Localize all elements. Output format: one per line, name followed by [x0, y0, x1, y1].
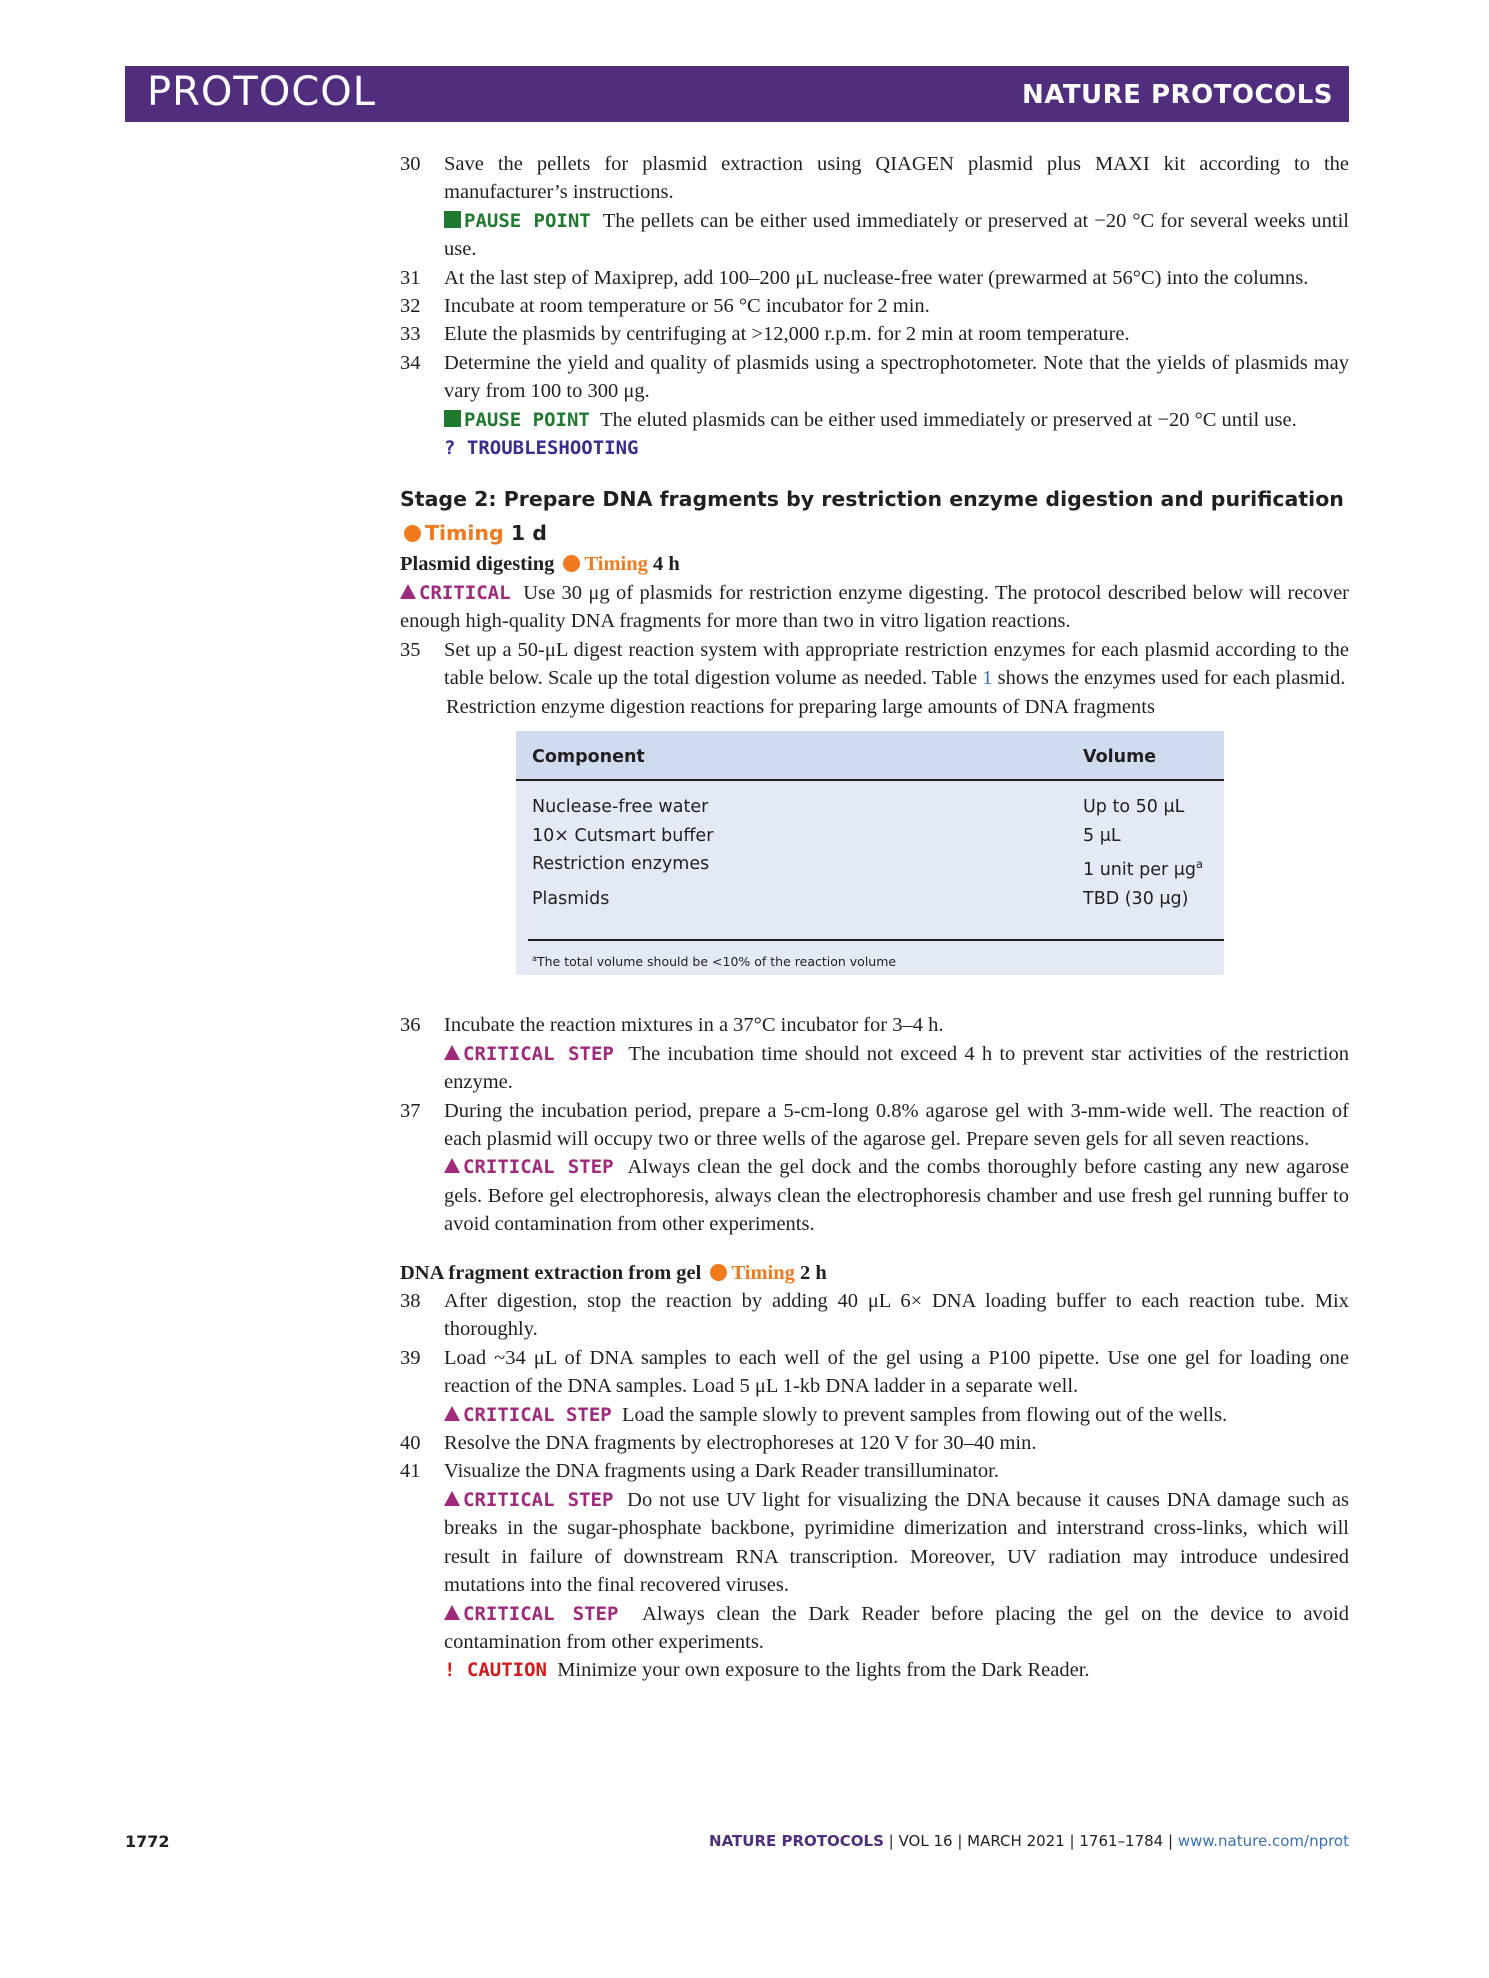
pause-text: The eluted plasmids can be either used immediately or preserved at −20 °C until use. [600, 408, 1297, 431]
step-37 [400, 1097, 1349, 1154]
page-number: 1772 [125, 1832, 170, 1851]
step-text: Visualize the DNA fragments using a Dark Reader transilluminator. [444, 1460, 999, 1483]
main-content [400, 150, 1349, 1685]
header-journal-name: NATURE PROTOCOLS [1021, 80, 1333, 110]
pause-square-icon [444, 410, 461, 427]
footer-separator: | [1168, 1832, 1174, 1850]
critical-triangle-icon [444, 1605, 460, 1620]
timing-dot-icon [710, 1264, 727, 1281]
table-body [516, 781, 1224, 929]
timing-dot-icon [563, 555, 580, 572]
footer-citation [709, 1832, 1349, 1850]
critical-triangle-icon [444, 1406, 460, 1421]
critical-step-41b [400, 1600, 1349, 1657]
step-number: 33 [400, 323, 421, 346]
step-text: Incubate the reaction mixtures in a 37°C incubator for 3–4 h. [444, 1014, 944, 1037]
critical-intro [400, 579, 1349, 636]
step-number: 32 [400, 295, 421, 318]
step-text: During the incubation period, prepare a 5-cm-long 0.8% agarose gel with 3-mm-wide well. The reaction of each plasmid will occupy two or three wells of the agarose gel. Prepare seven gels for all seven reactions. [444, 1099, 1349, 1151]
table-cell: Restriction enzymes [532, 854, 710, 875]
table-row [516, 793, 1224, 822]
step-40 [400, 1429, 1349, 1457]
step-number: 34 [400, 351, 421, 374]
critical-triangle-icon [444, 1045, 460, 1060]
timing-value: 2 h [800, 1261, 827, 1284]
table-footnote [528, 939, 1224, 975]
table-cell: 5 μL [1083, 825, 1121, 846]
critical-triangle-icon [444, 1491, 460, 1506]
critical-label: CRITICAL [419, 581, 511, 604]
table-cell: Up to 50 μL [1083, 797, 1185, 818]
step-text: Determine the yield and quality of plasmids using a spectrophotometer. Note that the yields of plasmids may vary from 100 to 300 μg. [444, 351, 1349, 403]
pause-label: PAUSE POINT [464, 209, 591, 232]
table-caption: Restriction enzyme digestion reactions for preparing large amounts of DNA fragments [446, 695, 1155, 718]
step-number: 31 [400, 266, 421, 289]
step-text: Resolve the DNA fragments by electrophoreses at 120 V for 30–40 min. [444, 1432, 1037, 1455]
column-header-component: Component [532, 746, 645, 767]
critical-text: Always clean the Dark Reader before placing the gel on the device to avoid contamination from other experiments. [444, 1602, 1350, 1653]
subhead-title: Plasmid digesting [400, 553, 555, 576]
step-number: 41 [400, 1460, 421, 1483]
step-35 [400, 636, 1349, 693]
critical-step-label: CRITICAL STEP [463, 1403, 612, 1426]
table-cell-value: 1 unit per μg [1083, 860, 1197, 881]
table-cell: Nuclease-free water [532, 797, 709, 818]
step-number: 40 [400, 1432, 421, 1455]
footer-separator: | [1069, 1832, 1075, 1850]
step-text-b: shows the enzymes used for each plasmid. [992, 667, 1346, 690]
footnote-marker: a [532, 953, 537, 964]
step-text: Save the pellets for plasmid extraction using QIAGEN plasmid plus MAXI kit according to the manufacturer’s instructions. [444, 153, 1349, 204]
step-number: 36 [400, 1014, 421, 1037]
step-text: Load ~34 μL of DNA samples to each well of the gel using a P100 pipette. Use one gel for loading one reaction of the DNA samples. Load 5 μL 1-kb DNA ladder in a separate well. [444, 1346, 1349, 1398]
footer-separator: | [888, 1832, 894, 1850]
header-section-label: PROTOCOL [147, 69, 377, 115]
critical-text: Do not use UV light for visualizing the DNA because it causes DNA damage such as breaks in the sugar-phosphate backbone, pyrimidine dimerization and interstrand cross-links, which will result in failure of downstream RNA transcription. Moreover, UV radiation may introduce undesired mutations into the final recovered viruses. [444, 1488, 1349, 1597]
critical-step-label: CRITICAL STEP [463, 1156, 614, 1179]
timing-label: Timing [731, 1261, 795, 1284]
critical-triangle-icon [444, 1158, 460, 1173]
footer-volume: VOL 16 [898, 1832, 953, 1850]
table-row [516, 885, 1224, 914]
dna-extraction-heading [400, 1259, 1349, 1287]
step-31 [400, 264, 1349, 292]
table-header-row [516, 731, 1224, 782]
footer-date: MARCH 2021 [967, 1832, 1065, 1850]
critical-text: The incubation time should not exceed 4 h to prevent star activities of the restriction enzyme. [444, 1042, 1349, 1094]
step-41 [400, 1457, 1349, 1485]
critical-text: Load the sample slowly to prevent samples from flowing out of the wells. [621, 1403, 1228, 1426]
table-reference-link[interactable]: 1 [982, 667, 993, 690]
pause-text: The pellets can be either used immediately or preserved at −20 °C for several weeks until use. [444, 209, 1349, 261]
step-text: Incubate at room temperature or 56 °C incubator for 2 min. [444, 295, 930, 318]
table-cell [1083, 850, 1208, 884]
timing-label: Timing [584, 553, 648, 576]
critical-step-41a [400, 1486, 1349, 1600]
digestion-table [516, 731, 1224, 975]
table-row [516, 822, 1224, 851]
table-row [516, 850, 1224, 884]
step-number: 39 [400, 1346, 421, 1369]
column-header-volume: Volume [1083, 746, 1157, 767]
step-number: 30 [400, 153, 421, 175]
footer-url-link[interactable]: www.nature.com/nprot [1177, 1832, 1349, 1850]
step-38 [400, 1287, 1349, 1344]
critical-step-label: CRITICAL STEP [463, 1488, 614, 1511]
caution-41 [400, 1656, 1349, 1684]
table-cell: Plasmids [532, 888, 610, 909]
footnote-text: The total volume should be <10% of the reaction volume [536, 954, 897, 970]
timing-value: 4 h [653, 553, 680, 576]
step-number: 38 [400, 1290, 421, 1313]
footer-journal: NATURE PROTOCOLS [709, 1832, 884, 1850]
timing-value: 1 d [510, 521, 547, 546]
critical-text: Always clean the gel dock and the combs thoroughly before casting any new agarose gels. Before gel electrophoresis, always clean the electrophoresis chamber and use fresh gel running buffer to avoid contamination from other experiments. [444, 1156, 1349, 1236]
step-text: After digestion, stop the reaction by adding 40 μL 6× DNA loading buffer to each reaction tube. Mix thoroughly. [444, 1290, 1349, 1341]
pause-square-icon [444, 211, 461, 228]
step-number: 37 [400, 1099, 421, 1122]
step-33 [400, 320, 1349, 348]
critical-text: Use 30 μg of plasmids for restriction enzyme digesting. The protocol described below will recover enough high-quality DNA fragments for more than two in vitro ligation reactions. [400, 581, 1349, 633]
footer-pages: 1761–1784 [1079, 1832, 1164, 1850]
timing-dot-icon [404, 525, 421, 542]
stage-title: Stage 2: Prepare DNA fragments by restriction enzyme digestion and purification [400, 487, 1344, 512]
plasmid-digesting-heading [400, 550, 1349, 578]
pause-point-30 [400, 207, 1349, 264]
page-header [125, 66, 1349, 122]
troubleshooting-link[interactable] [400, 434, 1349, 462]
step-39 [400, 1344, 1349, 1401]
step-36 [400, 1011, 1349, 1039]
critical-step-label: CRITICAL STEP [463, 1602, 619, 1625]
step-text: At the last step of Maxiprep, add 100–200 μL nuclease-free water (prewarmed at 56°C) into the columns. [444, 266, 1309, 289]
stage-2-heading [400, 482, 1349, 550]
table-cell: TBD (30 μg) [1083, 888, 1189, 909]
caution-text: Minimize your own exposure to the lights from the Dark Reader. [557, 1659, 1090, 1682]
pause-point-34 [400, 406, 1349, 434]
step-32 [400, 292, 1349, 320]
step-text: Elute the plasmids by centrifuging at >12,000 r.p.m. for 2 min at room temperature. [444, 323, 1130, 346]
step-number: 35 [400, 638, 421, 661]
critical-triangle-icon [400, 584, 416, 599]
critical-step-36 [400, 1040, 1349, 1097]
table-cell: 10× Cutsmart buffer [532, 825, 714, 846]
critical-step-39 [400, 1401, 1349, 1429]
footnote-marker: a [1196, 857, 1204, 872]
footer-separator: | [957, 1832, 963, 1850]
step-text-a: Set up a 50-μL digest reaction system with appropriate restriction enzymes for each plasmid according to the table below. Scale up the total digestion volume as needed. Table [444, 638, 1349, 690]
step-30 [400, 150, 1349, 207]
subhead-title: DNA fragment extraction from gel [400, 1261, 702, 1284]
troubleshooting-label[interactable]: ? TROUBLESHOOTING [444, 437, 639, 460]
pause-label: PAUSE POINT [464, 408, 590, 431]
timing-label: Timing [425, 521, 504, 546]
step-34 [400, 349, 1349, 406]
caution-label: ! CAUTION [444, 1659, 547, 1682]
critical-step-37 [400, 1153, 1349, 1238]
critical-step-label: CRITICAL STEP [463, 1042, 614, 1065]
